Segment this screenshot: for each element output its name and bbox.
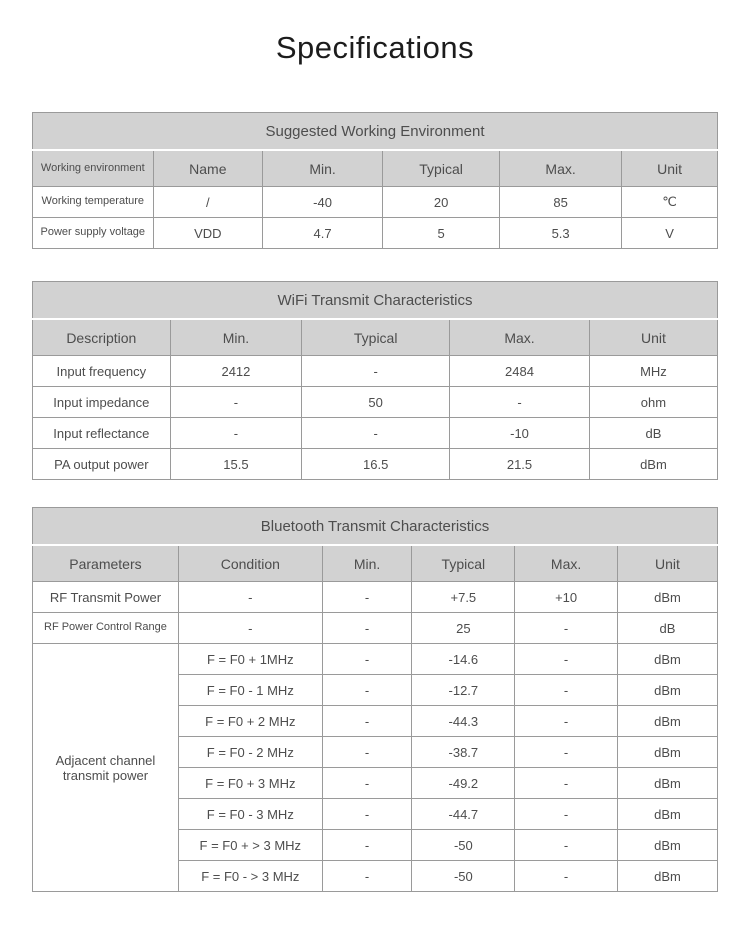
table-row bbox=[33, 644, 718, 675]
table-cell: 15.5 bbox=[170, 449, 302, 480]
table-cell: F = F0 - 3 MHz bbox=[178, 799, 322, 830]
table-cell: ohm bbox=[589, 387, 717, 418]
table-cell: - bbox=[178, 582, 322, 613]
table-cell: - bbox=[322, 613, 412, 644]
table-cell: Input reflectance bbox=[33, 418, 171, 449]
table-cell: V bbox=[622, 218, 718, 249]
table-cell: 21.5 bbox=[450, 449, 590, 480]
table-cell: dBm bbox=[617, 830, 717, 861]
column-header: Condition bbox=[178, 545, 322, 582]
table-cell: VDD bbox=[153, 218, 263, 249]
table-cell: - bbox=[322, 675, 412, 706]
table-cell: - bbox=[515, 830, 618, 861]
table-cell: dBm bbox=[617, 737, 717, 768]
column-header: Max. bbox=[450, 319, 590, 356]
table-cell: dBm bbox=[617, 582, 717, 613]
table-cell: Input frequency bbox=[33, 356, 171, 387]
column-header: Typical bbox=[412, 545, 515, 582]
table-cell: Input impedance bbox=[33, 387, 171, 418]
table-row bbox=[33, 449, 718, 480]
column-header: Min. bbox=[322, 545, 412, 582]
table-cell: -12.7 bbox=[412, 675, 515, 706]
table-cell: - bbox=[515, 799, 618, 830]
table-cell: 2412 bbox=[170, 356, 302, 387]
table-cell: - bbox=[322, 582, 412, 613]
table-cell: dBm bbox=[589, 449, 717, 480]
table-cell: -49.2 bbox=[412, 768, 515, 799]
table-cell: 16.5 bbox=[302, 449, 450, 480]
page-title: Specifications bbox=[275, 30, 475, 65]
column-header: Min. bbox=[170, 319, 302, 356]
table-cell: F = F0 - 1 MHz bbox=[178, 675, 322, 706]
table-cell: - bbox=[322, 768, 412, 799]
table-cell: / bbox=[153, 187, 263, 218]
table-cell: - bbox=[515, 706, 618, 737]
table-cell: MHz bbox=[589, 356, 717, 387]
column-header: Parameters bbox=[33, 545, 179, 582]
table-cell: -44.3 bbox=[412, 706, 515, 737]
table-cell: - bbox=[515, 737, 618, 768]
table-cell: 20 bbox=[383, 187, 500, 218]
table-row bbox=[33, 613, 718, 644]
table-cell: -10 bbox=[450, 418, 590, 449]
column-header: Description bbox=[33, 319, 171, 356]
table-cell: +10 bbox=[515, 582, 618, 613]
table-cell: 4.7 bbox=[263, 218, 383, 249]
table-cell: dB bbox=[617, 613, 717, 644]
table-cell: - bbox=[322, 861, 412, 892]
table-cell: - bbox=[515, 768, 618, 799]
table-title: Bluetooth Transmit Characteristics bbox=[33, 508, 718, 546]
table-cell: 50 bbox=[302, 387, 450, 418]
table-cell: - bbox=[178, 613, 322, 644]
table-cell: 25 bbox=[412, 613, 515, 644]
table-cell: -50 bbox=[412, 861, 515, 892]
table-cell: F = F0 + 3 MHz bbox=[178, 768, 322, 799]
table-row bbox=[33, 187, 718, 218]
table-cell: PA output power bbox=[33, 449, 171, 480]
table-row bbox=[33, 582, 718, 613]
table-cell: - bbox=[170, 387, 302, 418]
table-cell: dBm bbox=[617, 644, 717, 675]
table-cell: F = F0 + 1MHz bbox=[178, 644, 322, 675]
table-cell: Power supply voltage bbox=[33, 218, 154, 249]
table-cell: dBm bbox=[617, 706, 717, 737]
table-cell: dBm bbox=[617, 675, 717, 706]
column-header: Unit bbox=[589, 319, 717, 356]
table-cell: - bbox=[322, 830, 412, 861]
table-cell: RF Transmit Power bbox=[33, 582, 179, 613]
table-cell: -44.7 bbox=[412, 799, 515, 830]
table-cell: -40 bbox=[263, 187, 383, 218]
column-header: Min. bbox=[263, 150, 383, 187]
table-cell: Working temperature bbox=[33, 187, 154, 218]
column-header: Max. bbox=[515, 545, 618, 582]
table-cell: -38.7 bbox=[412, 737, 515, 768]
table-row bbox=[33, 418, 718, 449]
column-header: Name bbox=[153, 150, 263, 187]
table-cell: F = F0 - > 3 MHz bbox=[178, 861, 322, 892]
table-cell: dBm bbox=[617, 768, 717, 799]
column-header: Working environment bbox=[33, 150, 154, 187]
table-row bbox=[33, 387, 718, 418]
table-cell: F = F0 + 2 MHz bbox=[178, 706, 322, 737]
column-header: Typical bbox=[383, 150, 500, 187]
table-cell: dBm bbox=[617, 799, 717, 830]
table-cell: - bbox=[322, 799, 412, 830]
suggested-working-environment-table bbox=[32, 112, 718, 249]
table-cell: - bbox=[515, 613, 618, 644]
table-cell: +7.5 bbox=[412, 582, 515, 613]
column-header: Typical bbox=[302, 319, 450, 356]
column-header: Unit bbox=[622, 150, 718, 187]
table-cell: RF Power Control Range bbox=[33, 613, 179, 644]
table-cell: - bbox=[322, 706, 412, 737]
table-cell: - bbox=[302, 418, 450, 449]
table-row bbox=[33, 356, 718, 387]
table-cell: -14.6 bbox=[412, 644, 515, 675]
table-cell: - bbox=[450, 387, 590, 418]
table-cell: dB bbox=[589, 418, 717, 449]
table-cell: F = F0 - 2 MHz bbox=[178, 737, 322, 768]
table-title: WiFi Transmit Characteristics bbox=[33, 282, 718, 320]
column-header: Max. bbox=[500, 150, 622, 187]
table-cell: 5.3 bbox=[500, 218, 622, 249]
table-cell: - bbox=[515, 675, 618, 706]
table-row bbox=[33, 218, 718, 249]
table-cell: - bbox=[322, 737, 412, 768]
table-cell: - bbox=[302, 356, 450, 387]
table-cell: 85 bbox=[500, 187, 622, 218]
table-cell: F = F0 + > 3 MHz bbox=[178, 830, 322, 861]
wifi-transmit-characteristics-table bbox=[32, 281, 718, 480]
table-cell: ℃ bbox=[622, 187, 718, 218]
table-cell: -50 bbox=[412, 830, 515, 861]
table-title: Suggested Working Environment bbox=[33, 113, 718, 151]
table-cell: - bbox=[170, 418, 302, 449]
table-cell: 2484 bbox=[450, 356, 590, 387]
bluetooth-transmit-characteristics-table bbox=[32, 507, 718, 892]
table-cell: - bbox=[515, 861, 618, 892]
column-header: Unit bbox=[617, 545, 717, 582]
table-cell: 5 bbox=[383, 218, 500, 249]
table-cell: - bbox=[322, 644, 412, 675]
table-cell: - bbox=[515, 644, 618, 675]
table-cell: dBm bbox=[617, 861, 717, 892]
table-cell: Adjacent channel transmit power bbox=[33, 644, 179, 892]
